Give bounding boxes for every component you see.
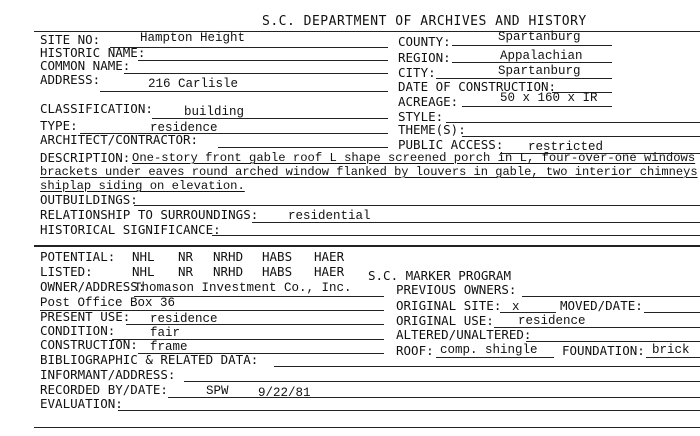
description-line-1: One-story front gable roof L shape screened porch in L, four-over-one windows: [132, 151, 696, 165]
relationship-value: residential: [288, 209, 371, 223]
address-label: ADDRESS:: [40, 72, 101, 87]
foundation-line: [646, 357, 700, 358]
original-use-value: residence: [518, 314, 586, 328]
public-access-label: PUBLIC ACCESS:: [398, 137, 504, 152]
significance-line: [212, 235, 700, 236]
city-label: CITY:: [398, 65, 436, 80]
type-value: residence: [150, 121, 218, 135]
address-line: [100, 91, 388, 92]
owner-value: Thomason Investment Co., Inc.: [134, 281, 352, 295]
recorded-label: RECORDED BY/DATE:: [40, 382, 168, 397]
site-no-line: [110, 47, 388, 48]
acreage-label: ACREAGE:: [398, 94, 459, 109]
potential-nr: NR: [178, 249, 194, 264]
listed-nr: NR: [178, 264, 194, 279]
common-name-line: [124, 73, 388, 74]
altered-label: ALTERED/UNALTERED:: [396, 327, 532, 342]
bibliographic-line: [274, 366, 700, 367]
historic-name-label: HISTORIC NAME:: [40, 45, 146, 60]
original-site-line: [500, 312, 556, 313]
construction-label: CONSTRUCTION:: [40, 337, 138, 352]
acreage-line: [462, 106, 612, 107]
architect-label: ARCHITECT/CONTRACTOR:: [40, 132, 199, 147]
relationship-line: [252, 222, 700, 223]
form-title: S.C. DEPARTMENT OF ARCHIVES AND HISTORY: [262, 14, 587, 29]
style-line: [446, 122, 700, 123]
description-line-3: shiplap siding on elevation.: [40, 179, 245, 193]
foundation-value: brick: [652, 343, 690, 357]
recorded-by-value: SPW: [206, 384, 229, 398]
public-access-value: restricted: [528, 140, 604, 154]
potential-nrhd: NRHD: [213, 249, 244, 264]
owner-label: OWNER/ADDRESS:: [40, 279, 146, 294]
roof-value: comp. shingle: [440, 343, 538, 357]
listed-habs: HABS: [262, 264, 293, 279]
construction-value: frame: [150, 340, 188, 354]
previous-owners-line: [522, 296, 700, 297]
historic-name-line: [138, 60, 388, 61]
classification-label: CLASSIFICATION:: [40, 101, 153, 116]
section-separator: [34, 245, 700, 247]
foundation-label: FOUNDATION:: [562, 343, 645, 358]
county-line: [452, 45, 612, 46]
style-label: STYLE:: [398, 109, 444, 124]
evaluation-line: [118, 410, 700, 411]
site-no-value: Hampton Height: [140, 31, 246, 45]
listed-nrhd: NRHD: [213, 264, 244, 279]
listed-haer: HAER: [314, 264, 345, 279]
significance-label: HISTORICAL SIGNIFICANCE:: [40, 222, 221, 237]
moved-date-label: MOVED/DATE:: [560, 298, 643, 313]
informant-line: [184, 381, 700, 382]
potential-label: POTENTIAL:: [40, 249, 116, 264]
classification-value: building: [184, 105, 245, 119]
outbuildings-line: [134, 205, 700, 206]
roof-line: [436, 357, 554, 358]
previous-owners-label: PREVIOUS OWNERS:: [396, 282, 517, 297]
present-use-value: residence: [150, 312, 218, 326]
roof-label: ROOF:: [396, 343, 434, 358]
county-value: Spartanburg: [498, 30, 581, 44]
top-rule: [34, 31, 700, 32]
potential-habs: HABS: [262, 249, 293, 264]
altered-line: [526, 341, 700, 342]
original-site-value: x: [512, 300, 520, 314]
condition-value: fair: [150, 326, 181, 340]
site-no-label: SITE NO:: [40, 32, 101, 47]
owner-address: Post Office Box 36: [40, 296, 176, 310]
listed-label: LISTED:: [40, 264, 93, 279]
condition-label: CONDITION:: [40, 323, 116, 338]
evaluation-label: EVALUATION:: [40, 396, 123, 411]
present-use-line: [126, 324, 384, 325]
city-value: Spartanburg: [498, 64, 581, 78]
present-use-label: PRESENT USE:: [40, 309, 131, 324]
original-use-label: ORIGINAL USE:: [396, 313, 494, 328]
classification-line: [152, 118, 388, 119]
moved-date-line: [644, 312, 700, 313]
marker-program: S.C. MARKER PROGRAM: [368, 268, 511, 283]
listed-nhl: NHL: [132, 264, 155, 279]
recorded-date-value: 9/22/81: [258, 386, 311, 400]
potential-nhl: NHL: [132, 249, 155, 264]
original-site-label: ORIGINAL SITE:: [396, 298, 502, 313]
region-value: Appalachian: [500, 49, 583, 63]
region-label: REGION:: [398, 50, 451, 65]
type-label: TYPE:: [40, 118, 78, 133]
bibliographic-label: BIBLIOGRAPHIC & RELATED DATA:: [40, 352, 259, 367]
bottom-rule: [34, 427, 700, 428]
date-construction-label: DATE OF CONSTRUCTION:: [398, 79, 557, 94]
acreage-value: 50 x 160 x IR: [500, 91, 598, 105]
common-name-label: COMMON NAME:: [40, 58, 131, 73]
theme-label: THEME(S):: [398, 122, 466, 137]
informant-label: INFORMANT/ADDRESS:: [40, 367, 176, 382]
outbuildings-label: OUTBUILDINGS:: [40, 192, 138, 207]
relationship-label: RELATIONSHIP TO SURROUNDINGS:: [40, 207, 259, 222]
recorded-line: [168, 397, 700, 398]
region-line: [452, 62, 612, 63]
description-line-2: brackets under eaves round arched window flanked by louvers in gable, two interior chimneys: [40, 165, 698, 179]
county-label: COUNTY:: [398, 34, 451, 49]
description-label: DESCRIPTION:: [40, 150, 131, 165]
address-value: 216 Carlisle: [148, 77, 239, 91]
potential-haer: HAER: [314, 249, 345, 264]
architect-line: [218, 147, 388, 148]
